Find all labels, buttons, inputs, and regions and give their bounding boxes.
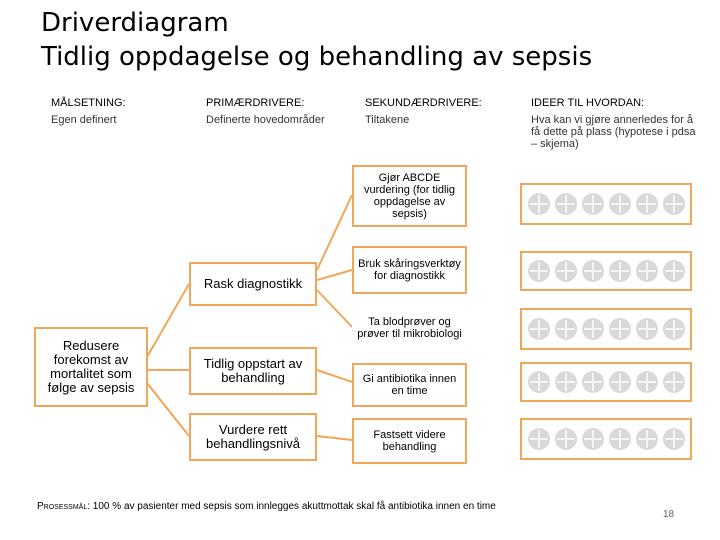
secondary-driver-abcde: Gjør ABCDE vurdering (for tidlig oppdagelse av sepsis) [352,165,467,227]
circle-placeholder-icon [555,260,577,282]
circle-placeholder-icon [555,318,577,340]
ideas-box-1 [520,183,692,225]
circle-placeholder-icon [636,371,658,393]
circle-placeholder-icon [663,371,685,393]
title-line-2: Tidlig oppdagelse og behandling av sepsis [41,42,593,72]
ideas-box-2 [520,251,692,291]
circle-placeholder-icon [636,193,658,215]
secondary-driver-videre-behandling: Fastsett videre behandling [352,418,467,464]
primary-column-header: PRIMÆRDRIVERE: [206,97,305,109]
secondary-driver-blodprover: Ta blodprøver og prøver til mikrobiologi [352,306,467,350]
primary-driver-behandlingsniva: Vurdere rett behandlingsnivå [189,413,317,461]
circle-placeholder-icon [636,428,658,450]
connector-primary-secondary-2 [317,270,352,280]
primary-column-subtitle: Definerte hovedområder [206,114,325,126]
connector-goal-primary-1 [147,284,189,357]
circle-placeholder-icon [528,428,550,450]
circle-placeholder-icon [663,318,685,340]
circle-placeholder-icon [582,318,604,340]
circle-placeholder-icon [609,193,631,215]
circle-placeholder-icon [663,428,685,450]
circle-placeholder-icon [609,260,631,282]
goal-column-subtitle: Egen definert [51,114,117,126]
connector-primary-secondary-5 [317,436,352,440]
process-goal-label: Prosessmål: [37,501,91,512]
goal-column-header: MÅLSETNING: [51,97,126,109]
circle-placeholder-icon [636,260,658,282]
circle-placeholder-icon [582,193,604,215]
ideas-box-4 [520,362,692,402]
circle-placeholder-icon [555,371,577,393]
connector-goal-primary-3 [147,383,189,436]
circle-placeholder-icon [528,371,550,393]
secondary-column-header: SEKUNDÆRDRIVERE: [365,97,482,109]
ideas-column-subtitle: Hva kan vi gjøre annerledes for å få dette på plass (hypotese i pdsa – skjema) [531,114,696,150]
circle-placeholder-icon [582,260,604,282]
circle-placeholder-icon [582,428,604,450]
title-line-1: Driverdiagram [41,8,229,38]
circle-placeholder-icon [555,193,577,215]
circle-placeholder-icon [609,371,631,393]
secondary-driver-antibiotika: Gi antibiotika innen en time [352,363,467,407]
circle-placeholder-icon [609,428,631,450]
process-goal-footer [37,501,496,512]
connector-primary-secondary-3 [317,290,352,327]
circle-placeholder-icon [663,193,685,215]
circle-placeholder-icon [582,371,604,393]
circle-placeholder-icon [636,318,658,340]
secondary-driver-skaringsverktoy: Bruk skåringsverktøy for diagnostikk [352,246,467,294]
connector-primary-secondary-1 [317,195,352,270]
ideas-column-header: IDEER TIL HVORDAN: [531,97,645,109]
circle-placeholder-icon [528,193,550,215]
ideas-box-5 [520,418,692,460]
page-number: 18 [663,509,675,520]
primary-driver-rask-diagnostikk: Rask diagnostikk [189,262,317,306]
primary-driver-tidlig-oppstart: Tidlig oppstart av behandling [189,347,317,395]
secondary-column-subtitle: Tiltakene [365,114,410,126]
circle-placeholder-icon [663,260,685,282]
circle-placeholder-icon [555,428,577,450]
circle-placeholder-icon [609,318,631,340]
connector-primary-secondary-4 [317,370,352,382]
goal-box: Redusere forekomst av mortalitet som følge av sepsis [34,327,148,407]
process-goal-text: 100 % av pasienter med sepsis som innlegges akuttmottak skal få antibiotika innen en time [90,501,496,512]
circle-placeholder-icon [528,260,550,282]
circle-placeholder-icon [528,318,550,340]
ideas-box-3 [520,308,692,350]
